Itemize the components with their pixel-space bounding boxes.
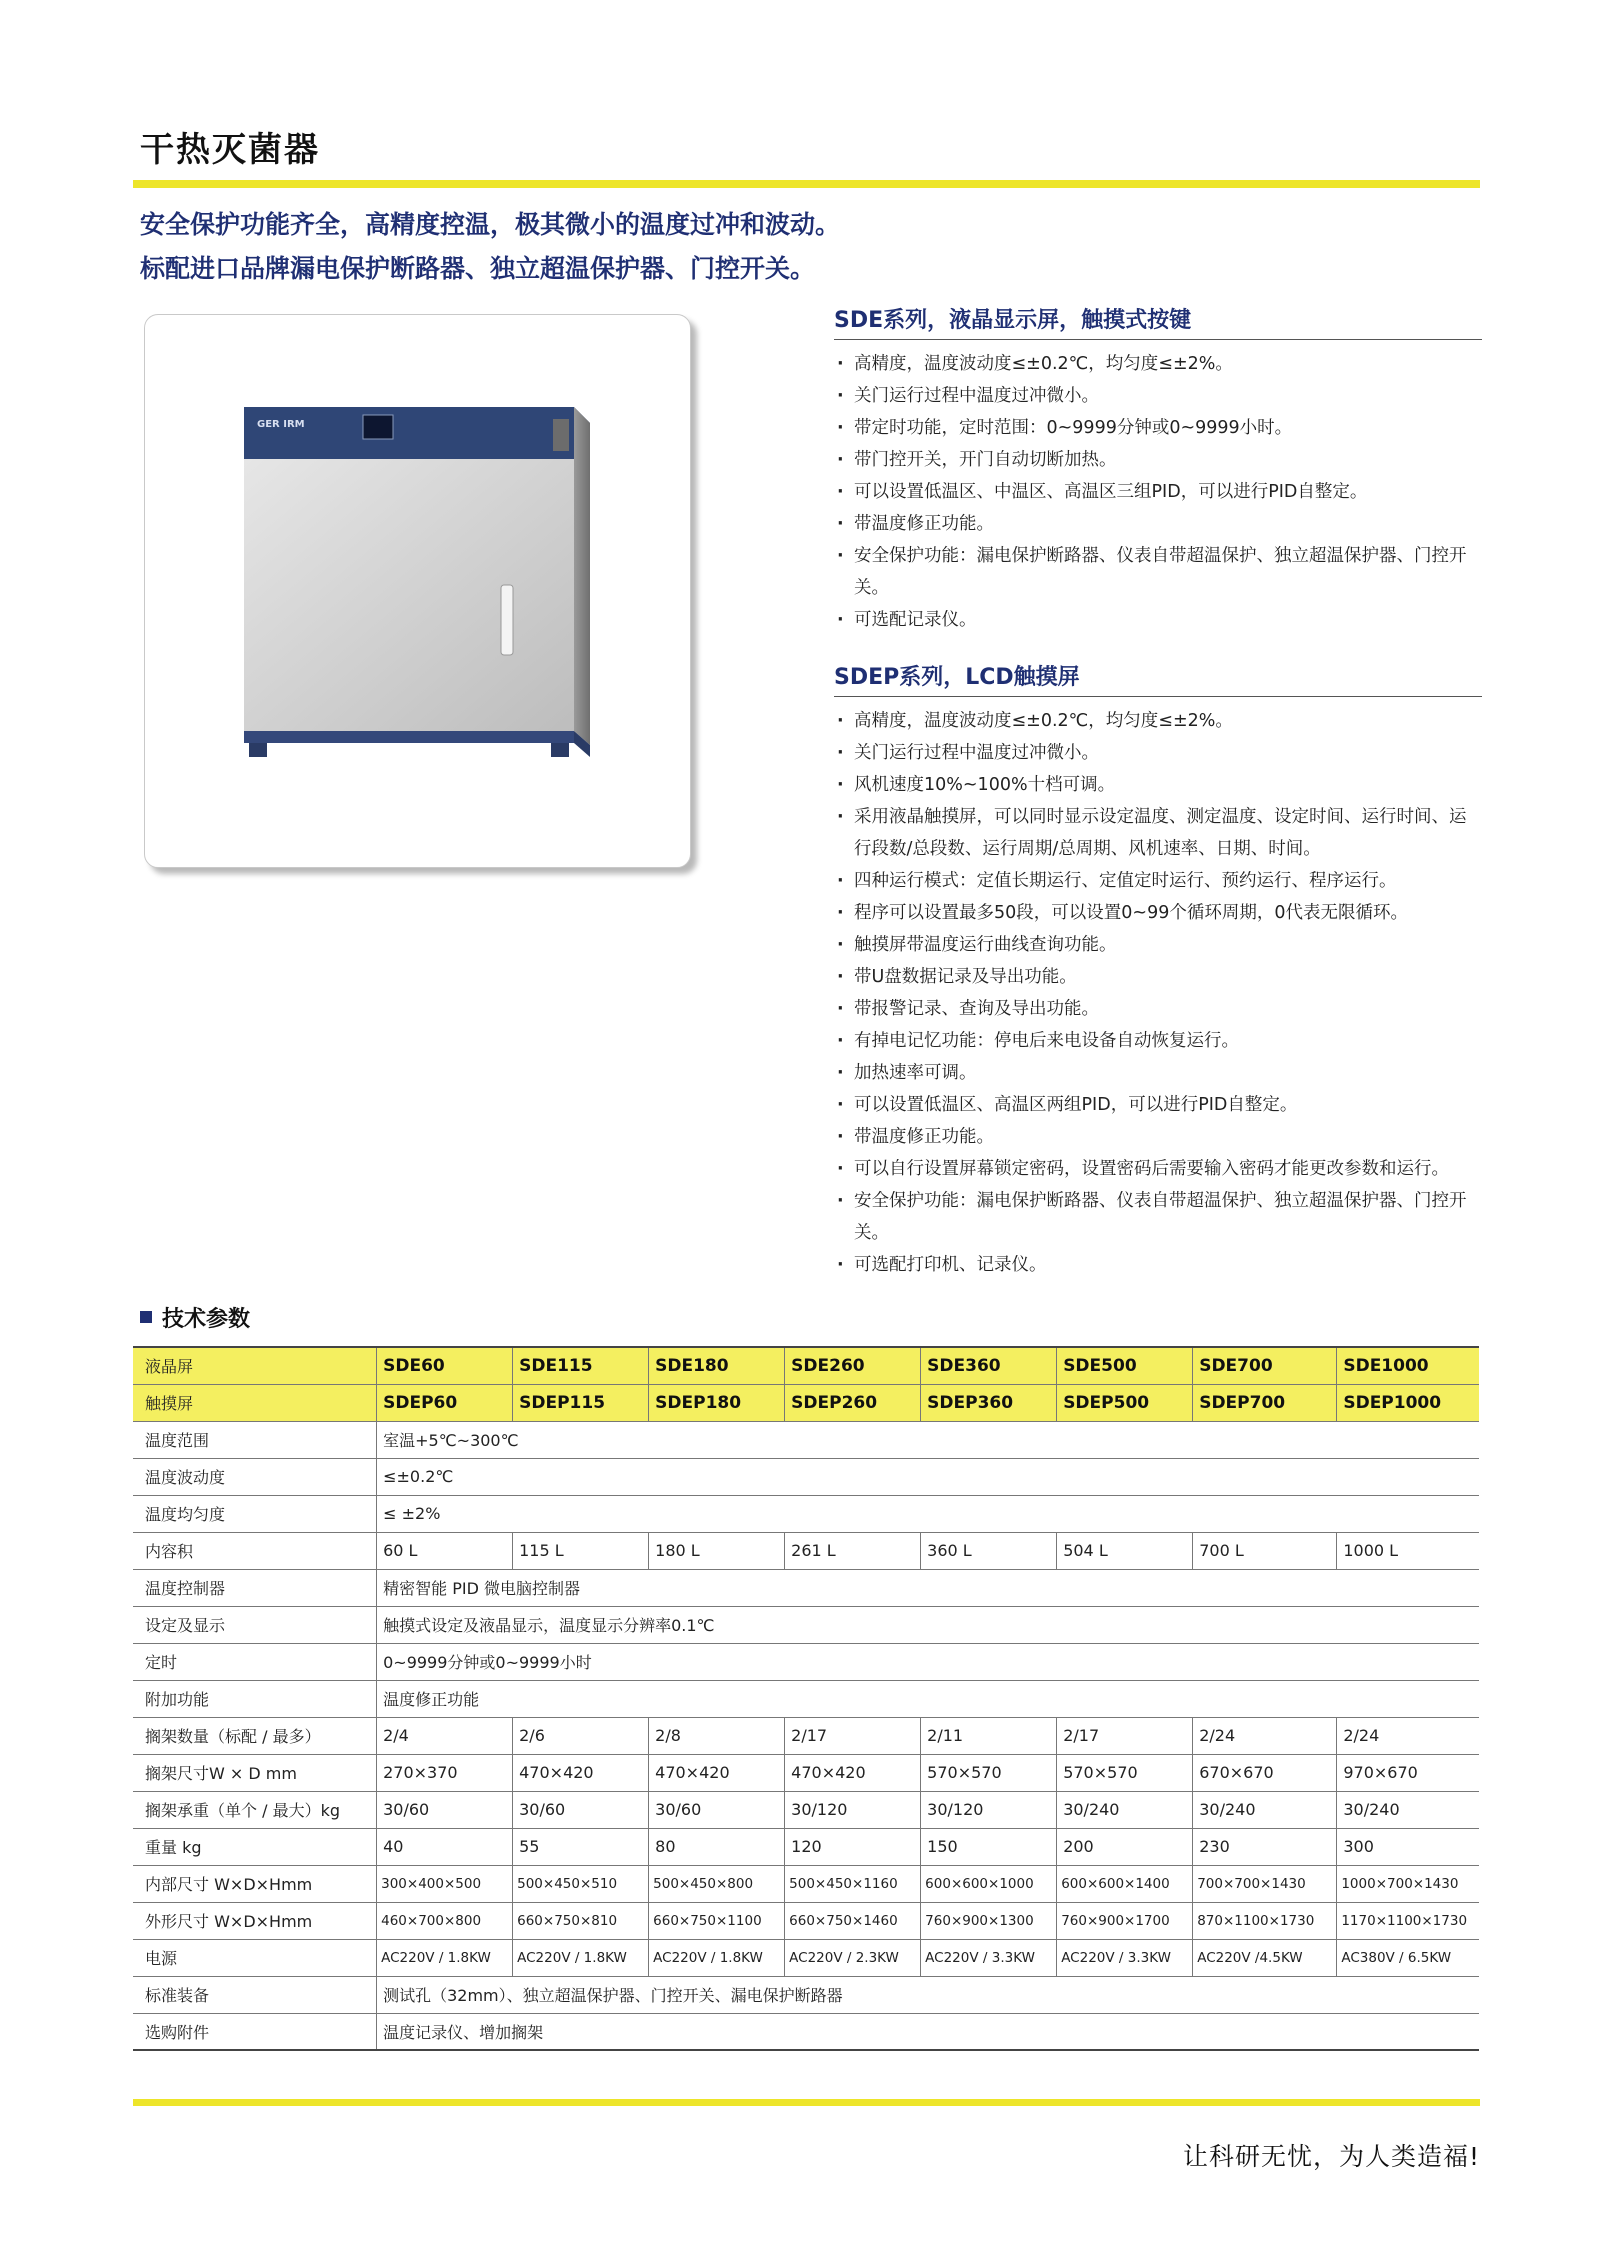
sdep-feature-item: · 带报警记录、查询及导出功能。 [834, 993, 1482, 1025]
sde-feature-item: · 带温度修正功能。 [834, 508, 1482, 540]
spec-value: 60 L [377, 1532, 513, 1569]
brand-logo: GER IRM [257, 419, 305, 430]
spec-value: 40 [377, 1828, 513, 1865]
spec-value: 660×750×1100 [649, 1902, 785, 1939]
sdep-feature-item: · 加热速率可调。 [834, 1057, 1482, 1089]
spec-value: 2/8 [649, 1717, 785, 1754]
spec-row [133, 1643, 1479, 1680]
spec-row-label: 标准装备 [133, 1976, 377, 2013]
spec-value: ≤±0.2℃ [377, 1458, 1479, 1495]
spec-value: 470×420 [513, 1754, 649, 1791]
spec-row-label: 触摸屏 [133, 1384, 377, 1421]
spec-value: 80 [649, 1828, 785, 1865]
slogan: 让科研无忧，为人类造福! [1182, 2142, 1480, 2171]
spec-value: AC220V / 1.8KW [649, 1939, 785, 1976]
spec-value: 测试孔（32mm）、独立超温保护器、门控开关、漏电保护断路器 [377, 1976, 1479, 2013]
sdep-feature-item: · 采用液晶触摸屏，可以同时显示设定温度、测定温度、设定时间、运行时间、运行段数/总段数、运行周期/总周期、风机速率、日期、时间。 [834, 801, 1482, 865]
sde-feature-item: · 带定时功能，定时范围：0~9999分钟或0~9999小时。 [834, 412, 1482, 444]
oven-side [574, 407, 590, 745]
intro-text [140, 203, 840, 291]
model-cell: SDE1000 [1337, 1347, 1479, 1384]
spec-row-label: 电源 [133, 1939, 377, 1976]
spec-value: 700 L [1193, 1532, 1337, 1569]
model-cell: SDEP360 [921, 1384, 1057, 1421]
model-cell: SDE500 [1057, 1347, 1193, 1384]
door-handle [501, 585, 513, 655]
spec-row [133, 1902, 1479, 1939]
model-cell: SDE180 [649, 1347, 785, 1384]
sdep-feature-list [834, 705, 1482, 1281]
spec-value: AC220V / 1.8KW [513, 1939, 649, 1976]
spec-value: 30/120 [785, 1791, 921, 1828]
spec-table [133, 1346, 1479, 2051]
sdep-feature-item: · 程序可以设置最多50段，可以设置0~99个循环周期，0代表无限循环。 [834, 897, 1482, 929]
spec-value: 触摸式设定及液晶显示，温度显示分辨率0.1℃ [377, 1606, 1479, 1643]
sde-feature-item: · 安全保护功能：漏电保护断路器、仪表自带超温保护、独立超温保护器、门控开关。 [834, 540, 1482, 604]
model-cell: SDEP700 [1193, 1384, 1337, 1421]
spec-value: 660×750×810 [513, 1902, 649, 1939]
sdep-feature-item: · 可选配打印机、记录仪。 [834, 1249, 1482, 1281]
spec-value: 200 [1057, 1828, 1193, 1865]
square-bullet-icon [140, 1311, 152, 1323]
spec-value: 1000×700×1430 [1337, 1865, 1479, 1902]
spec-value: 0~9999分钟或0~9999小时 [377, 1643, 1479, 1680]
sdep-feature-item: · 触摸屏带温度运行曲线查询功能。 [834, 929, 1482, 961]
sdep-feature-item: · 可以设置低温区、高温区两组PID，可以进行PID自整定。 [834, 1089, 1482, 1121]
spec-row [133, 1865, 1479, 1902]
spec-value: 470×420 [649, 1754, 785, 1791]
product-photo [144, 314, 691, 868]
spec-value: 500×450×1160 [785, 1865, 921, 1902]
model-cell: SDEP260 [785, 1384, 921, 1421]
spec-value: 570×570 [921, 1754, 1057, 1791]
model-cell: SDEP1000 [1337, 1384, 1479, 1421]
sde-feature-item: · 关门运行过程中温度过冲微小。 [834, 380, 1482, 412]
spec-row [133, 1976, 1479, 2013]
spec-value: 660×750×1460 [785, 1902, 921, 1939]
model-cell: SDEP180 [649, 1384, 785, 1421]
spec-value: 2/4 [377, 1717, 513, 1754]
model-cell: SDE60 [377, 1347, 513, 1384]
sdep-feature-item: · 有掉电记忆功能：停电后来电设备自动恢复运行。 [834, 1025, 1482, 1057]
sdep-feature-item: · 可以自行设置屏幕锁定密码，设置密码后需要输入密码才能更改参数和运行。 [834, 1153, 1482, 1185]
spec-heading [140, 1302, 250, 1333]
spec-row [133, 2013, 1479, 2050]
spec-value: AC220V / 1.8KW [377, 1939, 513, 1976]
intro-line: 标配进口品牌漏电保护断路器、独立超温保护器、门控开关。 [140, 254, 816, 283]
spec-value: 970×670 [1337, 1754, 1479, 1791]
model-cell: SDE700 [1193, 1347, 1337, 1384]
spec-row [133, 1532, 1479, 1569]
sdep-section-title: SDEP系列，LCD触摸屏 [834, 660, 1482, 697]
sdep-feature-item: · 四种运行模式：定值长期运行、定值定时运行、预约运行、程序运行。 [834, 865, 1482, 897]
spec-row-label: 选购附件 [133, 2013, 377, 2050]
spec-value: 300×400×500 [377, 1865, 513, 1902]
spec-value: 500×450×510 [513, 1865, 649, 1902]
spec-row [133, 1680, 1479, 1717]
spec-row [133, 1569, 1479, 1606]
spec-value: 2/24 [1193, 1717, 1337, 1754]
spec-value: AC220V /4.5KW [1193, 1939, 1337, 1976]
spec-heading-text: 技术参数 [162, 1307, 251, 1332]
spec-row-label: 重量 kg [133, 1828, 377, 1865]
spec-value: 570×570 [1057, 1754, 1193, 1791]
sdep-feature-item: · 安全保护功能：漏电保护断路器、仪表自带超温保护、独立超温保护器、门控开关。 [834, 1185, 1482, 1249]
model-cell: SDEP115 [513, 1384, 649, 1421]
spec-value: 600×600×1000 [921, 1865, 1057, 1902]
spec-value: 180 L [649, 1532, 785, 1569]
spec-value: 温度修正功能 [377, 1680, 1479, 1717]
spec-row-label: 温度控制器 [133, 1569, 377, 1606]
spec-row-lcd-models [133, 1347, 1479, 1384]
sde-feature-item: · 高精度，温度波动度≤±0.2℃，均匀度≤±2%。 [834, 348, 1482, 380]
spec-row-label: 搁架承重（单个 / 最大）kg [133, 1791, 377, 1828]
sde-feature-item: · 可以设置低温区、中温区、高温区三组PID，可以进行PID自整定。 [834, 476, 1482, 508]
spec-row-label: 温度范围 [133, 1421, 377, 1458]
spec-value: 360 L [921, 1532, 1057, 1569]
sde-feature-list [834, 348, 1482, 636]
oven-foot [249, 743, 267, 757]
spec-row [133, 1495, 1479, 1532]
spec-value: 30/60 [649, 1791, 785, 1828]
spec-row-label: 搁架数量（标配 / 最多） [133, 1717, 377, 1754]
sdep-feature-item: · 带U盘数据记录及导出功能。 [834, 961, 1482, 993]
intro-line: 安全保护功能齐全，高精度控温，极其微小的温度过冲和波动。 [140, 210, 841, 239]
spec-value: AC220V / 3.3KW [921, 1939, 1057, 1976]
sdep-feature-item: · 关门运行过程中温度过冲微小。 [834, 737, 1482, 769]
spec-row [133, 1939, 1479, 1976]
oven-display [363, 415, 393, 439]
spec-value: 30/240 [1057, 1791, 1193, 1828]
title-underline-bar [133, 180, 1480, 188]
spec-value: 504 L [1057, 1532, 1193, 1569]
spec-value: 30/60 [377, 1791, 513, 1828]
spec-row-label: 内容积 [133, 1532, 377, 1569]
spec-value: ≤ ±2% [377, 1495, 1479, 1532]
spec-row [133, 1717, 1479, 1754]
spec-value: 1000 L [1337, 1532, 1479, 1569]
spec-row-touch-models [133, 1384, 1479, 1421]
spec-value: 2/24 [1337, 1717, 1479, 1754]
spec-value: 120 [785, 1828, 921, 1865]
spec-row [133, 1606, 1479, 1643]
spec-row-label: 内部尺寸 W×D×Hmm [133, 1865, 377, 1902]
spec-value: 700×700×1430 [1193, 1865, 1337, 1902]
spec-value: 2/17 [785, 1717, 921, 1754]
oven-door [244, 459, 574, 731]
spec-value: 760×900×1300 [921, 1902, 1057, 1939]
sdep-feature-item: · 风机速度10%~100%十档可调。 [834, 769, 1482, 801]
spec-row [133, 1754, 1479, 1791]
oven-base [244, 731, 574, 743]
spec-value: 30/240 [1193, 1791, 1337, 1828]
sde-section-title: SDE系列，液晶显示屏，触摸式按键 [834, 303, 1482, 340]
spec-value: 55 [513, 1828, 649, 1865]
spec-value: 150 [921, 1828, 1057, 1865]
spec-row-label: 液晶屏 [133, 1347, 377, 1384]
spec-row-label: 外形尺寸 W×D×Hmm [133, 1902, 377, 1939]
spec-value: 2/11 [921, 1717, 1057, 1754]
spec-value: 1170×1100×1730 [1337, 1902, 1479, 1939]
spec-value: 760×900×1700 [1057, 1902, 1193, 1939]
model-cell: SDEP500 [1057, 1384, 1193, 1421]
sdep-feature-section [834, 660, 1482, 1281]
sde-feature-item: · 可选配记录仪。 [834, 604, 1482, 636]
spec-value: 115 L [513, 1532, 649, 1569]
sdep-feature-item: · 带温度修正功能。 [834, 1121, 1482, 1153]
spec-value: 670×670 [1193, 1754, 1337, 1791]
spec-value: 30/120 [921, 1791, 1057, 1828]
spec-row-label: 温度均匀度 [133, 1495, 377, 1532]
spec-value: 870×1100×1730 [1193, 1902, 1337, 1939]
spec-value: 230 [1193, 1828, 1337, 1865]
spec-value: 460×700×800 [377, 1902, 513, 1939]
oven-foot [551, 743, 569, 757]
spec-value: 精密智能 PID 微电脑控制器 [377, 1569, 1479, 1606]
sdep-feature-item: · 高精度，温度波动度≤±0.2℃，均匀度≤±2%。 [834, 705, 1482, 737]
spec-value: 470×420 [785, 1754, 921, 1791]
oven-illustration [145, 315, 691, 868]
spec-value: 261 L [785, 1532, 921, 1569]
spec-value: 温度记录仪、增加搁架 [377, 2013, 1479, 2050]
sde-feature-item: · 带门控开关，开门自动切断加热。 [834, 444, 1482, 476]
page-title: 干热灭菌器 [140, 130, 320, 170]
model-cell: SDE260 [785, 1347, 921, 1384]
model-cell: SDE360 [921, 1347, 1057, 1384]
spec-row-label: 附加功能 [133, 1680, 377, 1717]
footer-bar [133, 2099, 1480, 2106]
spec-value: 室温+5℃~300℃ [377, 1421, 1479, 1458]
spec-row [133, 1828, 1479, 1865]
spec-row [133, 1421, 1479, 1458]
spec-value: 2/6 [513, 1717, 649, 1754]
spec-row [133, 1791, 1479, 1828]
spec-value: AC380V / 6.5KW [1337, 1939, 1479, 1976]
spec-value: 300 [1337, 1828, 1479, 1865]
spec-row-label: 温度波动度 [133, 1458, 377, 1495]
spec-value: AC220V / 3.3KW [1057, 1939, 1193, 1976]
oven-vent [553, 419, 569, 451]
spec-value: 500×450×800 [649, 1865, 785, 1902]
spec-row-label: 设定及显示 [133, 1606, 377, 1643]
spec-value: 2/17 [1057, 1717, 1193, 1754]
sde-feature-section [834, 303, 1482, 636]
spec-value: 270×370 [377, 1754, 513, 1791]
model-cell: SDEP60 [377, 1384, 513, 1421]
model-cell: SDE115 [513, 1347, 649, 1384]
spec-value: 30/60 [513, 1791, 649, 1828]
spec-row-label: 定时 [133, 1643, 377, 1680]
spec-value: 600×600×1400 [1057, 1865, 1193, 1902]
spec-value: AC220V / 2.3KW [785, 1939, 921, 1976]
spec-value: 30/240 [1337, 1791, 1479, 1828]
spec-row-label: 搁架尺寸W × D mm [133, 1754, 377, 1791]
oven-control-panel [244, 407, 574, 459]
spec-row [133, 1458, 1479, 1495]
